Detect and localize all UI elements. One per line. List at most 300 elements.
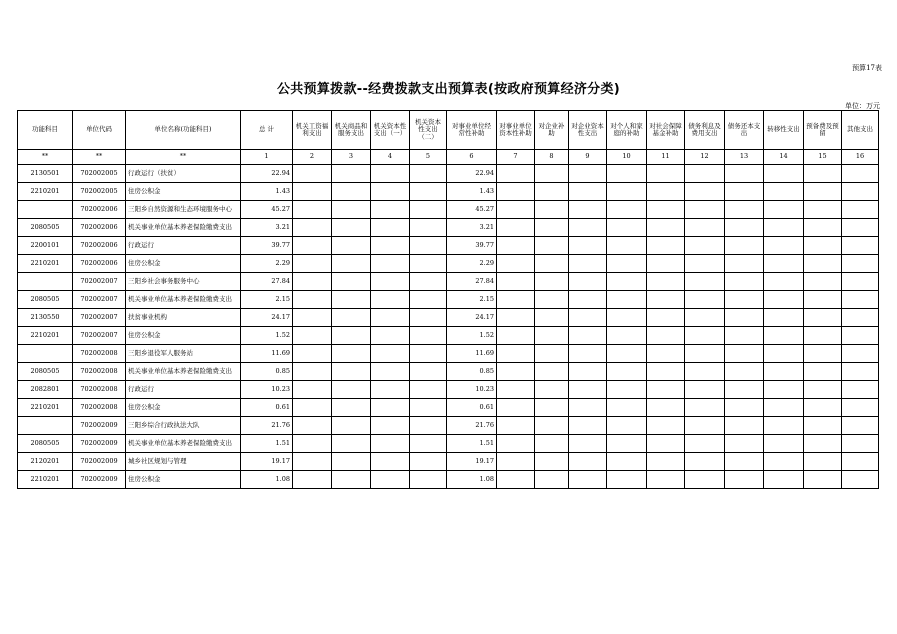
value-cell <box>535 165 569 183</box>
unit-code-cell: 702002006 <box>73 201 126 219</box>
value-cell <box>685 453 725 471</box>
total-cell: 11.69 <box>241 345 293 363</box>
value-cell: 1.52 <box>447 327 497 345</box>
value-cell <box>685 471 725 489</box>
value-cell: 22.94 <box>447 165 497 183</box>
value-cell <box>371 219 410 237</box>
value-cell <box>497 291 535 309</box>
value-cell <box>764 399 804 417</box>
unit-code-cell: 702002007 <box>73 291 126 309</box>
index-cell: 13 <box>725 150 764 165</box>
value-cell <box>647 471 685 489</box>
index-cell: 6 <box>447 150 497 165</box>
value-cell <box>647 327 685 345</box>
value-cell <box>647 381 685 399</box>
value-cell: 1.51 <box>447 435 497 453</box>
value-cell <box>607 201 647 219</box>
value-cell <box>535 291 569 309</box>
value-cell <box>804 309 842 327</box>
value-cell <box>293 309 332 327</box>
total-cell: 10.23 <box>241 381 293 399</box>
value-cell <box>410 363 447 381</box>
total-cell: 2.15 <box>241 291 293 309</box>
value-cell: 1.43 <box>447 183 497 201</box>
value-cell <box>764 237 804 255</box>
value-cell <box>842 255 879 273</box>
value-cell <box>725 327 764 345</box>
index-cell: 16 <box>842 150 879 165</box>
value-cell: 45.27 <box>447 201 497 219</box>
value-cell <box>371 453 410 471</box>
unit-name-cell: 住房公积金 <box>126 471 241 489</box>
value-cell <box>535 345 569 363</box>
total-cell: 1.52 <box>241 327 293 345</box>
value-cell <box>497 471 535 489</box>
value-cell <box>607 471 647 489</box>
header-cell: 单位名称(功能科目) <box>126 111 241 150</box>
value-cell <box>371 345 410 363</box>
value-cell <box>685 399 725 417</box>
value-cell <box>371 201 410 219</box>
value-cell <box>842 363 879 381</box>
value-cell <box>607 399 647 417</box>
value-cell <box>804 201 842 219</box>
value-cell <box>685 255 725 273</box>
value-cell <box>725 291 764 309</box>
value-cell <box>804 471 842 489</box>
value-cell <box>497 381 535 399</box>
value-cell <box>842 309 879 327</box>
func-code-cell: 2120201 <box>18 453 73 471</box>
value-cell <box>764 381 804 399</box>
value-cell <box>332 327 371 345</box>
table-row <box>18 255 879 273</box>
value-cell <box>410 291 447 309</box>
value-cell <box>607 273 647 291</box>
value-cell: 24.17 <box>447 309 497 327</box>
value-cell <box>647 453 685 471</box>
value-cell: 19.17 <box>447 453 497 471</box>
value-cell <box>842 237 879 255</box>
value-cell <box>685 417 725 435</box>
table-row <box>18 165 879 183</box>
total-cell: 1.43 <box>241 183 293 201</box>
value-cell <box>569 237 607 255</box>
header-cell: 对个人和家庭的补助 <box>607 111 647 150</box>
index-cell: 8 <box>535 150 569 165</box>
unit-code-cell: 702002005 <box>73 183 126 201</box>
value-cell <box>497 435 535 453</box>
value-cell <box>804 291 842 309</box>
unit-name-cell: 住房公积金 <box>126 399 241 417</box>
value-cell <box>293 255 332 273</box>
table-row <box>18 417 879 435</box>
value-cell <box>607 183 647 201</box>
value-cell <box>842 453 879 471</box>
value-cell: 2.15 <box>447 291 497 309</box>
value-cell <box>685 273 725 291</box>
unit-name-cell: 机关事业单位基本养老保险缴费支出 <box>126 219 241 237</box>
index-cell: ** <box>126 150 241 165</box>
header-cell: 对事业单位资本性补助 <box>497 111 535 150</box>
unit-name-cell: 城乡社区规划与管理 <box>126 453 241 471</box>
total-cell: 24.17 <box>241 309 293 327</box>
table-row <box>18 381 879 399</box>
func-code-cell: 2080505 <box>18 291 73 309</box>
value-cell <box>371 381 410 399</box>
func-code-cell: 2210201 <box>18 471 73 489</box>
value-cell <box>647 273 685 291</box>
func-code-cell: 2210201 <box>18 399 73 417</box>
header-cell: 机关资本性支出（二） <box>410 111 447 150</box>
unit-code-cell: 702002009 <box>73 453 126 471</box>
value-cell <box>804 363 842 381</box>
value-cell <box>685 201 725 219</box>
value-cell: 21.76 <box>447 417 497 435</box>
value-cell <box>332 309 371 327</box>
value-cell <box>410 471 447 489</box>
table-row <box>18 309 879 327</box>
table-row <box>18 363 879 381</box>
value-cell: 11.69 <box>447 345 497 363</box>
value-cell <box>497 363 535 381</box>
index-cell: 3 <box>332 150 371 165</box>
value-cell <box>332 399 371 417</box>
value-cell <box>497 345 535 363</box>
value-cell <box>497 399 535 417</box>
value-cell <box>725 471 764 489</box>
index-row <box>18 150 879 165</box>
value-cell <box>535 237 569 255</box>
index-cell: 10 <box>607 150 647 165</box>
unit-name-cell: 扶贫事业机构 <box>126 309 241 327</box>
value-cell <box>764 363 804 381</box>
value-cell <box>535 399 569 417</box>
header-cell: 功能科目 <box>18 111 73 150</box>
table-row <box>18 435 879 453</box>
value-cell <box>725 453 764 471</box>
value-cell <box>685 381 725 399</box>
value-cell <box>842 291 879 309</box>
value-cell <box>332 417 371 435</box>
value-cell <box>685 237 725 255</box>
value-cell <box>293 201 332 219</box>
value-cell <box>410 381 447 399</box>
unit-name-cell: 机关事业单位基本养老保险缴费支出 <box>126 363 241 381</box>
value-cell <box>293 471 332 489</box>
unit-name-cell: 行政运行（扶贫） <box>126 165 241 183</box>
value-cell <box>371 363 410 381</box>
value-cell <box>410 417 447 435</box>
value-cell <box>569 291 607 309</box>
func-code-cell: 2200101 <box>18 237 73 255</box>
value-cell <box>842 327 879 345</box>
value-cell <box>647 309 685 327</box>
budget-table <box>17 110 879 489</box>
value-cell <box>607 345 647 363</box>
value-cell <box>535 471 569 489</box>
func-code-cell: 2082801 <box>18 381 73 399</box>
header-cell: 机关工资福利支出 <box>293 111 332 150</box>
value-cell <box>569 183 607 201</box>
func-code-cell: 2210201 <box>18 255 73 273</box>
value-cell <box>535 381 569 399</box>
value-cell <box>497 201 535 219</box>
value-cell <box>607 363 647 381</box>
value-cell <box>842 471 879 489</box>
unit-code-cell: 702002008 <box>73 345 126 363</box>
value-cell <box>497 219 535 237</box>
value-cell <box>607 309 647 327</box>
value-cell <box>569 309 607 327</box>
total-cell: 1.08 <box>241 471 293 489</box>
value-cell <box>293 381 332 399</box>
value-cell <box>685 219 725 237</box>
value-cell <box>293 273 332 291</box>
value-cell <box>804 183 842 201</box>
value-cell <box>371 417 410 435</box>
value-cell <box>725 345 764 363</box>
table-row <box>18 471 879 489</box>
value-cell <box>535 219 569 237</box>
page-title: 公共预算拨款--经费拨款支出预算表(按政府预算经济分类) <box>276 82 621 97</box>
value-cell <box>685 165 725 183</box>
table-row <box>18 327 879 345</box>
total-cell: 0.85 <box>241 363 293 381</box>
value-cell <box>804 345 842 363</box>
value-cell <box>332 435 371 453</box>
value-cell <box>607 453 647 471</box>
value-cell <box>371 237 410 255</box>
header-cell: 总 计 <box>241 111 293 150</box>
value-cell <box>725 165 764 183</box>
unit-label: 单位：万元 <box>845 102 880 110</box>
value-cell <box>804 399 842 417</box>
value-cell <box>371 291 410 309</box>
value-cell <box>569 453 607 471</box>
value-cell <box>410 255 447 273</box>
value-cell <box>804 453 842 471</box>
value-cell <box>764 255 804 273</box>
value-cell <box>569 327 607 345</box>
value-cell <box>332 453 371 471</box>
unit-name-cell: 机关事业单位基本养老保险缴费支出 <box>126 435 241 453</box>
value-cell <box>764 435 804 453</box>
value-cell <box>371 399 410 417</box>
value-cell <box>497 165 535 183</box>
value-cell <box>497 309 535 327</box>
value-cell <box>497 453 535 471</box>
unit-code-cell: 702002007 <box>73 273 126 291</box>
value-cell <box>764 165 804 183</box>
value-cell <box>535 201 569 219</box>
header-cell: 对社会保障基金补助 <box>647 111 685 150</box>
unit-code-cell: 702002008 <box>73 363 126 381</box>
value-cell <box>842 381 879 399</box>
header-cell: 机关资本性支出（一） <box>371 111 410 150</box>
value-cell <box>332 363 371 381</box>
value-cell <box>293 345 332 363</box>
value-cell <box>332 219 371 237</box>
value-cell <box>535 255 569 273</box>
value-cell <box>725 219 764 237</box>
value-cell <box>647 237 685 255</box>
value-cell <box>497 417 535 435</box>
value-cell <box>647 201 685 219</box>
value-cell <box>685 291 725 309</box>
value-cell <box>725 255 764 273</box>
value-cell <box>804 219 842 237</box>
value-cell <box>569 435 607 453</box>
table-row <box>18 201 879 219</box>
func-code-cell: 2130501 <box>18 165 73 183</box>
unit-code-cell: 702002007 <box>73 327 126 345</box>
unit-code-cell: 702002006 <box>73 255 126 273</box>
total-cell: 1.51 <box>241 435 293 453</box>
value-cell <box>647 345 685 363</box>
value-cell <box>804 381 842 399</box>
value-cell: 10.23 <box>447 381 497 399</box>
header-cell: 对企业补助 <box>535 111 569 150</box>
value-cell <box>725 417 764 435</box>
value-cell <box>332 165 371 183</box>
value-cell <box>647 399 685 417</box>
index-cell: ** <box>18 150 73 165</box>
value-cell <box>371 273 410 291</box>
value-cell <box>293 291 332 309</box>
unit-name-cell: 三阳乡综合行政执法大队 <box>126 417 241 435</box>
value-cell <box>804 435 842 453</box>
value-cell <box>764 273 804 291</box>
value-cell <box>371 435 410 453</box>
value-cell <box>293 165 332 183</box>
value-cell <box>410 237 447 255</box>
value-cell <box>410 453 447 471</box>
value-cell <box>497 237 535 255</box>
value-cell <box>725 399 764 417</box>
index-cell: 1 <box>241 150 293 165</box>
value-cell <box>764 453 804 471</box>
value-cell <box>685 345 725 363</box>
unit-code-cell: 702002008 <box>73 381 126 399</box>
unit-code-cell: 702002009 <box>73 471 126 489</box>
value-cell <box>293 327 332 345</box>
func-code-cell: 2080505 <box>18 219 73 237</box>
value-cell <box>332 381 371 399</box>
table-row <box>18 453 879 471</box>
value-cell <box>569 201 607 219</box>
index-cell: ** <box>73 150 126 165</box>
header-cell: 其他支出 <box>842 111 879 150</box>
unit-name-cell: 三阳乡社会事务服务中心 <box>126 273 241 291</box>
value-cell <box>764 345 804 363</box>
value-cell <box>804 237 842 255</box>
value-cell <box>607 435 647 453</box>
func-code-cell: 2210201 <box>18 183 73 201</box>
value-cell <box>764 471 804 489</box>
index-cell: 7 <box>497 150 535 165</box>
value-cell <box>764 201 804 219</box>
total-cell: 27.84 <box>241 273 293 291</box>
table-row <box>18 273 879 291</box>
value-cell <box>647 291 685 309</box>
index-cell: 4 <box>371 150 410 165</box>
unit-code-cell: 702002005 <box>73 165 126 183</box>
total-cell: 3.21 <box>241 219 293 237</box>
value-cell <box>293 219 332 237</box>
value-cell: 2.29 <box>447 255 497 273</box>
table-row <box>18 345 879 363</box>
value-cell <box>685 327 725 345</box>
index-cell: 11 <box>647 150 685 165</box>
table-row <box>18 291 879 309</box>
value-cell <box>607 237 647 255</box>
value-cell <box>725 201 764 219</box>
value-cell <box>332 273 371 291</box>
value-cell <box>647 219 685 237</box>
value-cell <box>842 183 879 201</box>
value-cell <box>497 327 535 345</box>
value-cell <box>569 471 607 489</box>
value-cell <box>607 165 647 183</box>
table-row <box>18 237 879 255</box>
value-cell <box>332 291 371 309</box>
unit-code-cell: 702002008 <box>73 399 126 417</box>
value-cell: 39.77 <box>447 237 497 255</box>
value-cell <box>535 309 569 327</box>
value-cell <box>764 417 804 435</box>
header-cell: 债务利息及费用支出 <box>685 111 725 150</box>
value-cell <box>764 291 804 309</box>
value-cell <box>685 309 725 327</box>
header-cell: 机关商品和服务支出 <box>332 111 371 150</box>
value-cell <box>685 183 725 201</box>
value-cell <box>293 453 332 471</box>
value-cell <box>725 309 764 327</box>
value-cell <box>725 183 764 201</box>
unit-name-cell: 行政运行 <box>126 381 241 399</box>
value-cell <box>842 219 879 237</box>
total-cell: 22.94 <box>241 165 293 183</box>
value-cell <box>607 255 647 273</box>
value-cell <box>497 273 535 291</box>
unit-code-cell: 702002009 <box>73 435 126 453</box>
value-cell <box>569 417 607 435</box>
value-cell <box>410 201 447 219</box>
value-cell <box>371 471 410 489</box>
value-cell <box>293 183 332 201</box>
value-cell <box>410 273 447 291</box>
value-cell <box>804 165 842 183</box>
value-cell: 0.61 <box>447 399 497 417</box>
value-cell <box>293 417 332 435</box>
value-cell <box>293 435 332 453</box>
value-cell <box>332 255 371 273</box>
value-cell <box>842 273 879 291</box>
value-cell <box>804 417 842 435</box>
value-cell <box>410 399 447 417</box>
unit-name-cell: 住房公积金 <box>126 183 241 201</box>
header-cell: 对企业资本性支出 <box>569 111 607 150</box>
value-cell <box>569 381 607 399</box>
value-cell <box>607 417 647 435</box>
unit-name-cell: 住房公积金 <box>126 255 241 273</box>
value-cell <box>607 381 647 399</box>
value-cell <box>371 255 410 273</box>
func-code-cell <box>18 201 73 219</box>
header-cell: 转移性支出 <box>764 111 804 150</box>
header-cell: 预备费及预留 <box>804 111 842 150</box>
